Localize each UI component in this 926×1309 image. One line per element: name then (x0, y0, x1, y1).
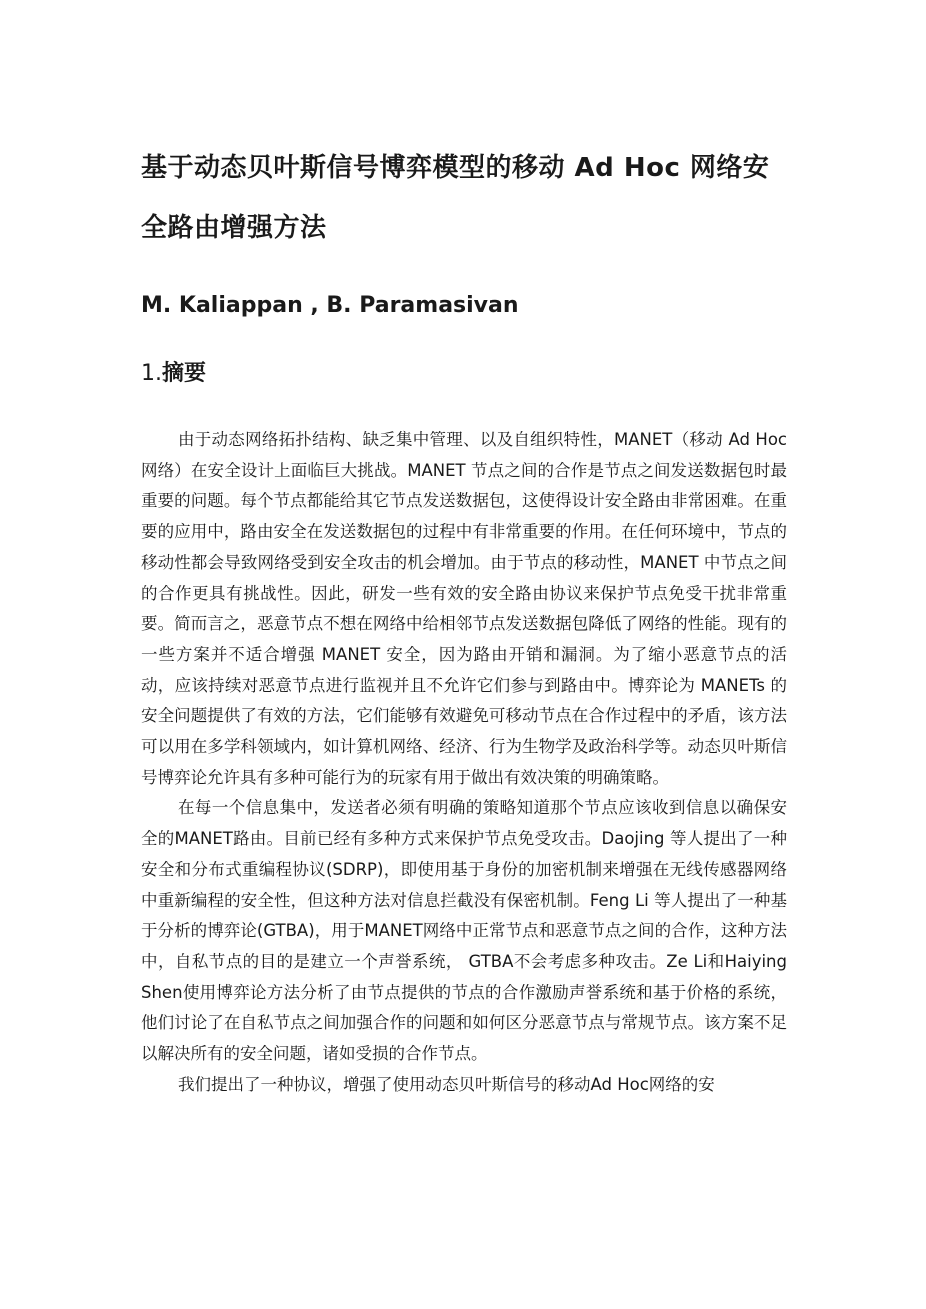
section-title: 摘要 (162, 361, 207, 386)
section-heading (141, 352, 206, 396)
paragraph: 我们提出了一种协议，增强了使用动态贝叶斯信号的移动Ad Hoc网络的安 (178, 1074, 715, 1094)
section-number: 1. (141, 361, 162, 386)
paper-title: 基于动态贝叶斯信号博弈模型的移动 Ad Hoc 网络安全路由增强方法 (141, 153, 770, 243)
paper-authors: M. Kaliappan , B. Paramasivan (141, 293, 519, 318)
paragraph: 由于动态网络拓扑结构、缺乏集中管理、以及自组织特性，MANET（移动 Ad Hoc 网络）在安全设计上面临巨大挑战。MANET 节点之间的合作是节点之间发送数据包时最重要的问题。每个节点都能给其它节点发送数据包，这使得设计安全路由非常困难。在重要的应用中，路由安全在发送数据包的过程中有非常重要的作用。在任何环境中，节点的移动性都会导致网络受到安全攻击的机会增加。由于节点的移动性，MANET 中节点之间的合作更具有挑战性。因此，研发一些有效的安全路由协议来保护节点免受干扰非常重要。简而言之，恶意节点不想在网络中给相邻节点发送数据包降低了网络的性能。现有的一些方案并不适合增强 MANET 安全，因为路由开销和漏洞。为了缩小恶意节点的活动，应该持续对恶意节点进行监视并且不允许它们参与到路由中。博弈论为 MANETs 的安全问题提供了有效的方法，它们能够有效避免可移动节点在合作过程中的矛盾，该方法可以用在多学科领域内，如计算机网络、经济、行为生物学及政治科学等。动态贝叶斯信号博弈论允许具有多种可能行为的玩家有用于做出有效决策的明确策略。 (141, 430, 787, 787)
abstract-body (141, 425, 787, 1100)
paragraph: 在每一个信息集中，发送者必须有明确的策略知道那个节点应该收到信息以确保安全的MANET路由。目前已经有多种方式来保护节点免受攻击。Daojing 等人提出了一种安全和分布式重编程协议(SDRP)，即使用基于身份的加密机制来增强在无线传感器网络中重新编程的安全性，但这种方法对信息拦截没有保密机制。Feng Li 等人提出了一种基于分析的博弈论(GTBA)，用于MANET网络中正常节点和恶意节点之间的合作，这种方法中，自私节点的目的是建立一个声誉系统， GTBA不会考虑多种攻击。Ze Li和Haiying Shen使用博弈论方法分析了由节点提供的节点的合作激励声誉系统和基于价格的系统，他们讨论了在自私节点之间加强合作的问题和如何区分恶意节点与常规节点。该方案不足以解决所有的安全问题，诸如受损的合作节点。 (141, 798, 788, 1064)
